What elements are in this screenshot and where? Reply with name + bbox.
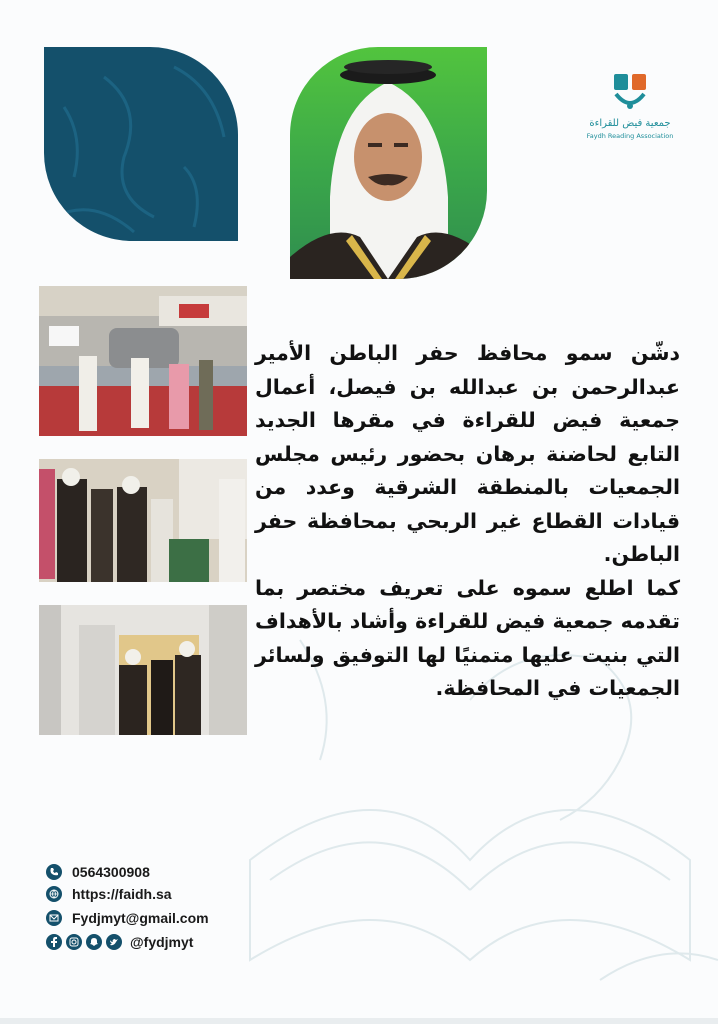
website-link[interactable]: https://faidh.sa xyxy=(72,886,172,902)
contact-email-row[interactable] xyxy=(46,908,209,928)
email-address[interactable]: Fydjmyt@gmail.com xyxy=(72,910,209,926)
leaf-pattern xyxy=(44,47,238,241)
snapchat-icon[interactable] xyxy=(86,934,102,950)
twitter-icon[interactable] xyxy=(106,934,122,950)
event-photo-outdoor xyxy=(39,286,247,436)
article-paragraph-1: دشّن سمو محافظ حفر الباطن الأمير عبدالرحمن بن عبدالله بن فيصل، أعمال جمعية فيض للقراءة في مقرها الجديد التابع لحاضنة برهان بحضور رئيس مجلس الجمعيات بالمنطقة الشرقية وعدد من قيادات القطاع غير الربحي بمحافظة حفر الباطن. xyxy=(255,341,680,566)
phone-number: 0564300908 xyxy=(72,864,150,880)
photo-outdoor-scene xyxy=(39,286,247,436)
logo-name-arabic: جمعية فيض للقراءة xyxy=(589,118,671,129)
portrait-figure xyxy=(290,47,487,279)
email-icon xyxy=(46,910,62,926)
decorative-leaf-shape xyxy=(44,47,238,241)
event-photo-office xyxy=(39,605,247,735)
logo-name-english: Faydh Reading Association xyxy=(586,132,674,140)
contact-phone-row[interactable] xyxy=(46,862,150,882)
instagram-icon[interactable] xyxy=(66,934,82,950)
photo-office-scene xyxy=(39,605,247,735)
event-photo-group xyxy=(39,459,247,582)
globe-icon xyxy=(46,886,62,902)
facebook-icon[interactable] xyxy=(46,934,62,950)
article-paragraph-2: كما اطلع سموه على تعريف مختصر بما تقدمه جمعية فيض للقراءة وأشاد بالأهداف التي بنيت عليها متمنيًا لها التوفيق ولسائر الجمعيات في المحافظة. xyxy=(255,575,680,700)
article-body xyxy=(255,337,680,706)
bottom-strip xyxy=(0,1018,718,1024)
phone-icon xyxy=(46,864,62,880)
portrait-photo xyxy=(290,47,487,279)
photo-group-scene xyxy=(39,459,247,582)
book-logo-icon xyxy=(610,70,650,114)
contact-website-row[interactable] xyxy=(46,884,172,904)
association-logo xyxy=(582,70,678,150)
contact-social-row xyxy=(46,932,193,952)
social-handle[interactable]: @fydjmyt xyxy=(130,934,194,950)
